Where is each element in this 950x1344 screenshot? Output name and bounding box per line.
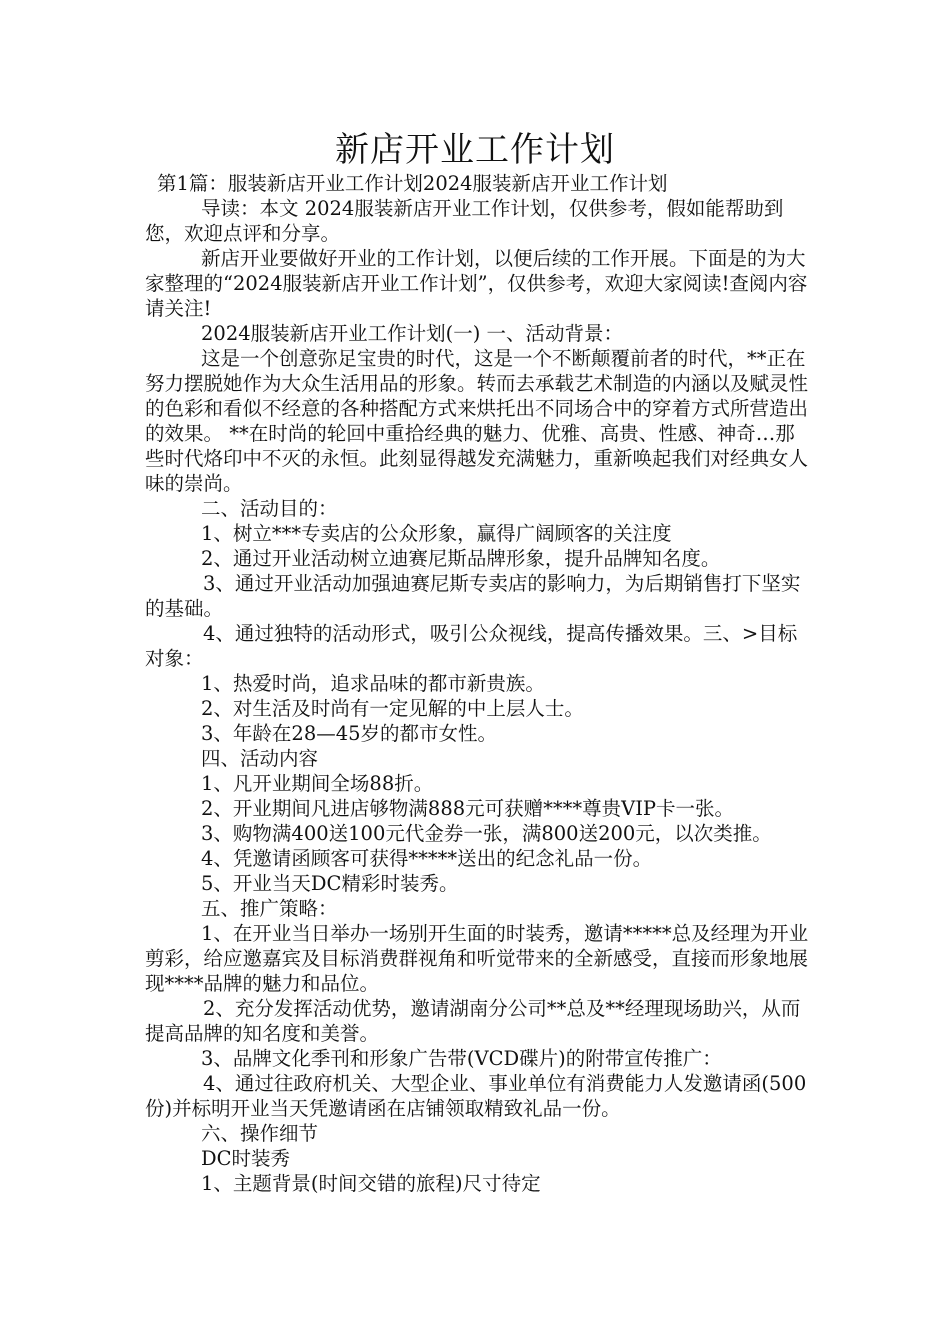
content-heading: 四、活动内容	[201, 747, 319, 770]
purpose-item: 3、通过开业活动加强迪赛尼斯专卖店的影响力，为后期销售打下坚实的基础。	[145, 572, 801, 620]
details-heading: 六、操作细节	[201, 1122, 319, 1145]
details-item: 1、主题背景(时间交错的旅程)尺寸待定	[201, 1172, 541, 1195]
content-item: 5、开业当天DC精彩时装秀。	[201, 872, 459, 895]
purpose-item: 4、通过独特的活动形式，吸引公众视线，提高传播效果。三、>目标对象：	[145, 622, 798, 670]
purpose-heading: 二、活动目的：	[201, 497, 338, 520]
target-item: 3、年龄在28—45岁的都市女性。	[201, 722, 498, 745]
document-title: 新店开业工作计划	[335, 130, 615, 170]
plan-heading: 2024服装新店开业工作计划(一) 一、活动背景：	[201, 322, 624, 345]
content-item: 4、凭邀请函顾客可获得*****送出的纪念礼品一份。	[201, 847, 653, 870]
target-item: 1、热爱时尚，追求品味的都市新贵族。	[201, 672, 545, 695]
target-item: 2、对生活及时尚有一定见解的中上层人士。	[201, 697, 584, 720]
purpose-item: 2、通过开业活动树立迪赛尼斯品牌形象，提升品牌知名度。	[201, 547, 721, 570]
strategy-item: 4、通过往政府机关、大型企业、事业单位有消费能力人发邀请函(500份)并标明开业当天凭邀请函在店铺领取精致礼品一份。	[145, 1072, 807, 1120]
content-item: 1、凡开业期间全场88折。	[201, 772, 434, 795]
strategy-item: 3、品牌文化季刊和形象广告带(VCD碟片)的附带宣传推广：	[201, 1047, 722, 1070]
details-subheading: DC时装秀	[201, 1147, 291, 1170]
background-paragraph: 这是一个创意弥足宝贵的时代，这是一个不断颠覆前者的时代，**正在努力摆脱她作为大众生活用品的形象。转而去承载艺术制造的内涵以及赋灵性的色彩和看似不经意的各种搭配方式来烘托出不同场合中的穿着方式所营造出的效果。 **在时尚的轮回中重拾经典的魅力、优雅、高贵、性感、神奇…那些时代烙印中不灭的永恒。此刻显得越发充满魅力，重新唤起我们对经典女人味的崇尚。	[145, 347, 809, 495]
intro-paragraph: 导读：本文 2024服装新店开业工作计划，仅供参考，假如能帮助到您，欢迎点评和分享。	[145, 197, 784, 245]
strategy-item: 2、充分发挥活动优势，邀请湖南分公司**总及**经理现场助兴，从而提高品牌的知名度和美誉。	[145, 997, 801, 1045]
content-item: 3、购物满400送100元代金券一张，满800送200元，以次类推。	[201, 822, 772, 845]
section-heading: 第1篇：服装新店开业工作计划2024服装新店开业工作计划	[157, 172, 668, 195]
strategy-item: 1、在开业当日举办一场别开生面的时装秀，邀请*****总及经理为开业剪彩，给应邀嘉宾及目标消费群视角和听觉带来的全新感受，直接而形象地展现****品牌的魅力和品位。	[145, 922, 809, 995]
content-item: 2、开业期间凡进店够物满888元可获赠****尊贵VIP卡一张。	[201, 797, 735, 820]
strategy-heading: 五、推广策略：	[201, 897, 338, 920]
body-paragraph: 新店开业要做好开业的工作计划，以便后续的工作开展。下面是的为大家整理的“2024服装新店开业工作计划”，仅供参考，欢迎大家阅读!查阅内容请关注!	[145, 247, 808, 320]
purpose-item: 1、树立***专卖店的公众形象，赢得广阔顾客的关注度	[201, 522, 672, 545]
document-body	[145, 171, 810, 1196]
